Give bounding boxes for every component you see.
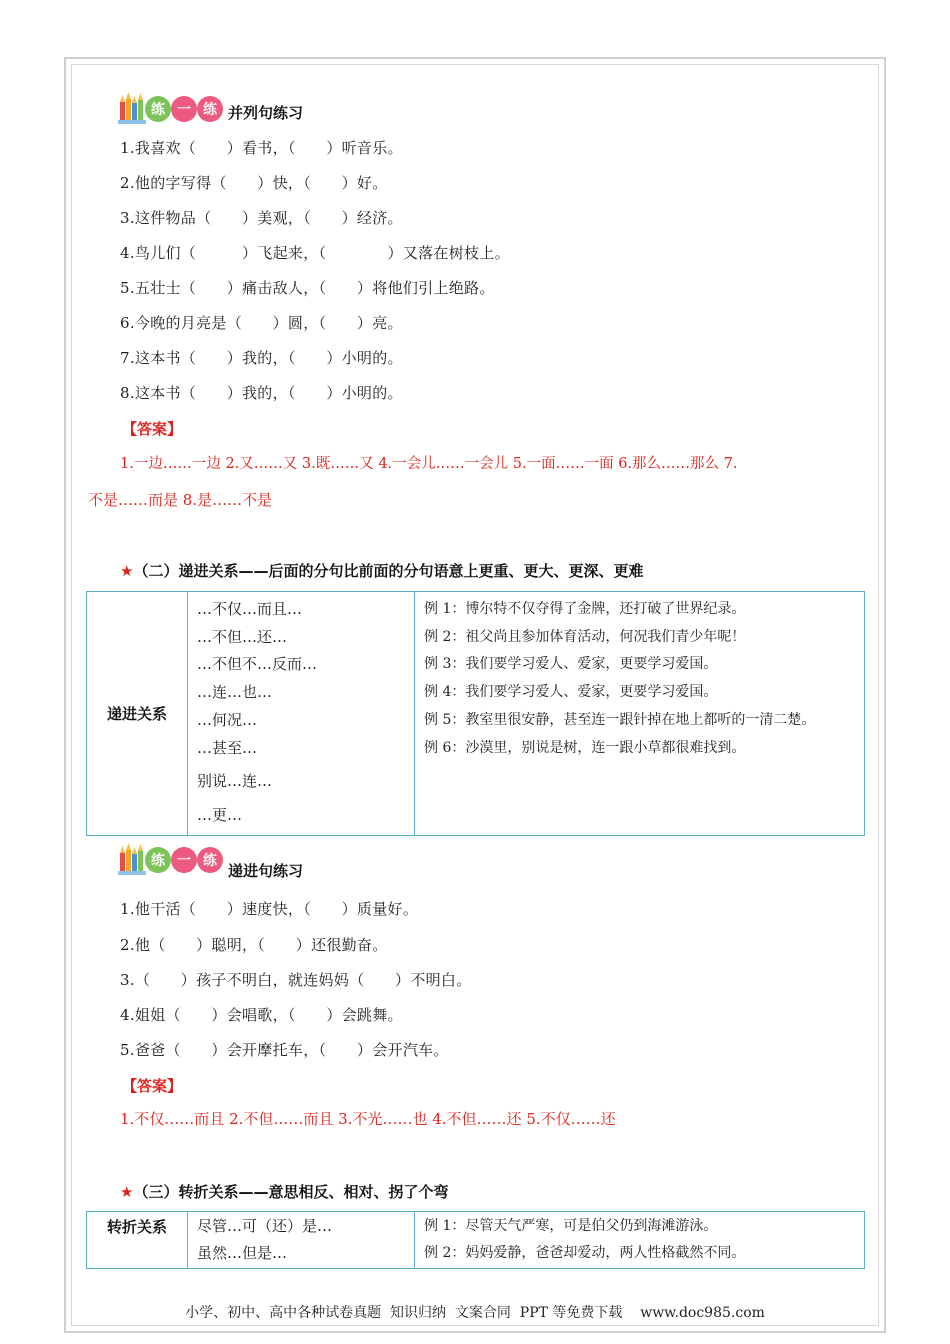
practice2-title: 递进句练习	[228, 862, 304, 880]
star-icon: ★	[120, 1183, 134, 1201]
pattern-item: …更…	[197, 805, 243, 824]
badge-char-1: 练	[151, 853, 165, 869]
example-list	[415, 1212, 865, 1269]
pattern-item: …不但…还…	[197, 627, 288, 646]
practice2-item-3: 3.（ ）孩子不明白，就连妈妈（ ）不明白。	[120, 971, 472, 989]
practice1-item-2: 2.他的字写得（ ）快，（ ）好。	[120, 174, 388, 192]
practice1-answer-line1: 1.一边……一边 2.又……又 3.既……又 4.一会儿……一会儿 5.一面……一面 6.那么……那么 7.	[120, 456, 738, 472]
example-list	[415, 592, 865, 836]
practice-badge-icon	[118, 843, 226, 879]
practice1-item-4: 4.鸟儿们（ ）飞起来，（ ）又落在树枝上。	[120, 244, 510, 262]
example-item: 例 5：教室里很安静，甚至连一跟针掉在地上都听的一清二楚。	[424, 711, 816, 728]
section3-title: （三）转折关系——意思相反、相对、拐了个弯	[133, 1183, 449, 1201]
practice1-title: 并列句练习	[228, 104, 304, 122]
practice2-answer-label: 【答案】	[122, 1077, 183, 1095]
badge-char-2: 一	[177, 102, 191, 118]
pattern-item: 虽然…但是…	[197, 1244, 288, 1262]
badge-char-3: 练	[203, 102, 217, 118]
pattern-item: 别说…连…	[197, 772, 273, 791]
pattern-list	[188, 1212, 415, 1269]
example-item: 例 1：博尔特不仅夺得了金牌，还打破了世界纪录。	[424, 601, 746, 617]
practice1-answer-label: 【答案】	[122, 420, 183, 438]
badge-char-1: 练	[151, 102, 165, 118]
practice2-item-4: 4.姐姐（ ）会唱歌，（ ）会跳舞。	[120, 1006, 403, 1024]
practice2-answer-line1: 1.不仅……而且 2.不但……而且 3.不光……也 4.不但……还 5.不仅……还	[120, 1110, 616, 1128]
section2-heading	[120, 560, 643, 581]
practice1-item-6: 6.今晚的月亮是（ ）圆，（ ）亮。	[120, 314, 403, 332]
practice2-item-5: 5.爸爸（ ）会开摩托车，（ ）会开汽车。	[120, 1041, 449, 1059]
section3-heading	[120, 1181, 448, 1202]
pattern-item: …何况…	[197, 710, 258, 729]
star-icon: ★	[120, 562, 134, 580]
pattern-item: 尽管…可（还）是…	[197, 1217, 333, 1235]
pattern-item: …甚至…	[197, 738, 258, 757]
practice1-item-5: 5.五壮士（ ）痛击敌人，（ ）将他们引上绝路。	[120, 279, 495, 297]
pattern-item: …不仅…而且…	[197, 600, 303, 618]
badge-char-2: 一	[177, 853, 191, 869]
practice1-item-8: 8.这本书（ ）我的，（ ）小明的。	[120, 384, 403, 402]
practice1-item-1: 1.我喜欢（ ）看书，（ ）听音乐。	[120, 139, 403, 157]
practice1-item-3: 3.这件物品（ ）美观，（ ）经济。	[120, 209, 403, 227]
example-item: 例 2：祖父尚且参加体育活动，何况我们青少年呢！	[424, 628, 746, 645]
practice2-item-2: 2.他（ ）聪明，（ ）还很勤奋。	[120, 936, 388, 954]
pattern-item: …不但不…反而…	[197, 655, 318, 674]
example-item: 例 2：妈妈爱静，爸爸却爱动，两人性格截然不同。	[424, 1245, 746, 1261]
practice-badge-icon	[118, 92, 226, 128]
pattern-item: …连…也…	[197, 683, 273, 702]
table-category: 转折关系	[87, 1212, 188, 1269]
page-footer: 小学、初中、高中各种试卷真题 知识归纳 文案合同 PPT 等免费下载 www.doc985.com	[185, 1305, 765, 1321]
example-item: 例 1：尽管天气严寒，可是伯父仍到海滩游泳。	[424, 1218, 718, 1234]
example-item: 例 4：我们要学习爱人、爱家，更要学习爱国。	[424, 684, 718, 701]
example-item: 例 6：沙漠里，别说是树，连一跟小草都很难找到。	[424, 739, 746, 756]
practice2-item-1: 1.他干活（ ）速度快，（ ）质量好。	[120, 900, 419, 918]
badge-char-3: 练	[203, 853, 217, 869]
adversative-relation-table	[86, 1211, 865, 1269]
practice1-item-7: 7.这本书（ ）我的，（ ）小明的。	[120, 349, 403, 367]
practice1-answer-line2: 不是……而是 8.是……不是	[88, 491, 273, 509]
progressive-relation-table	[86, 591, 865, 836]
section2-title: （二）递进关系——后面的分句比前面的分句语意上更重、更大、更深、更难	[133, 562, 644, 580]
example-item: 例 3：我们要学习爱人、爱家，更要学习爱国。	[424, 656, 718, 673]
table-category: 递进关系	[87, 592, 188, 836]
pattern-list	[188, 592, 415, 836]
